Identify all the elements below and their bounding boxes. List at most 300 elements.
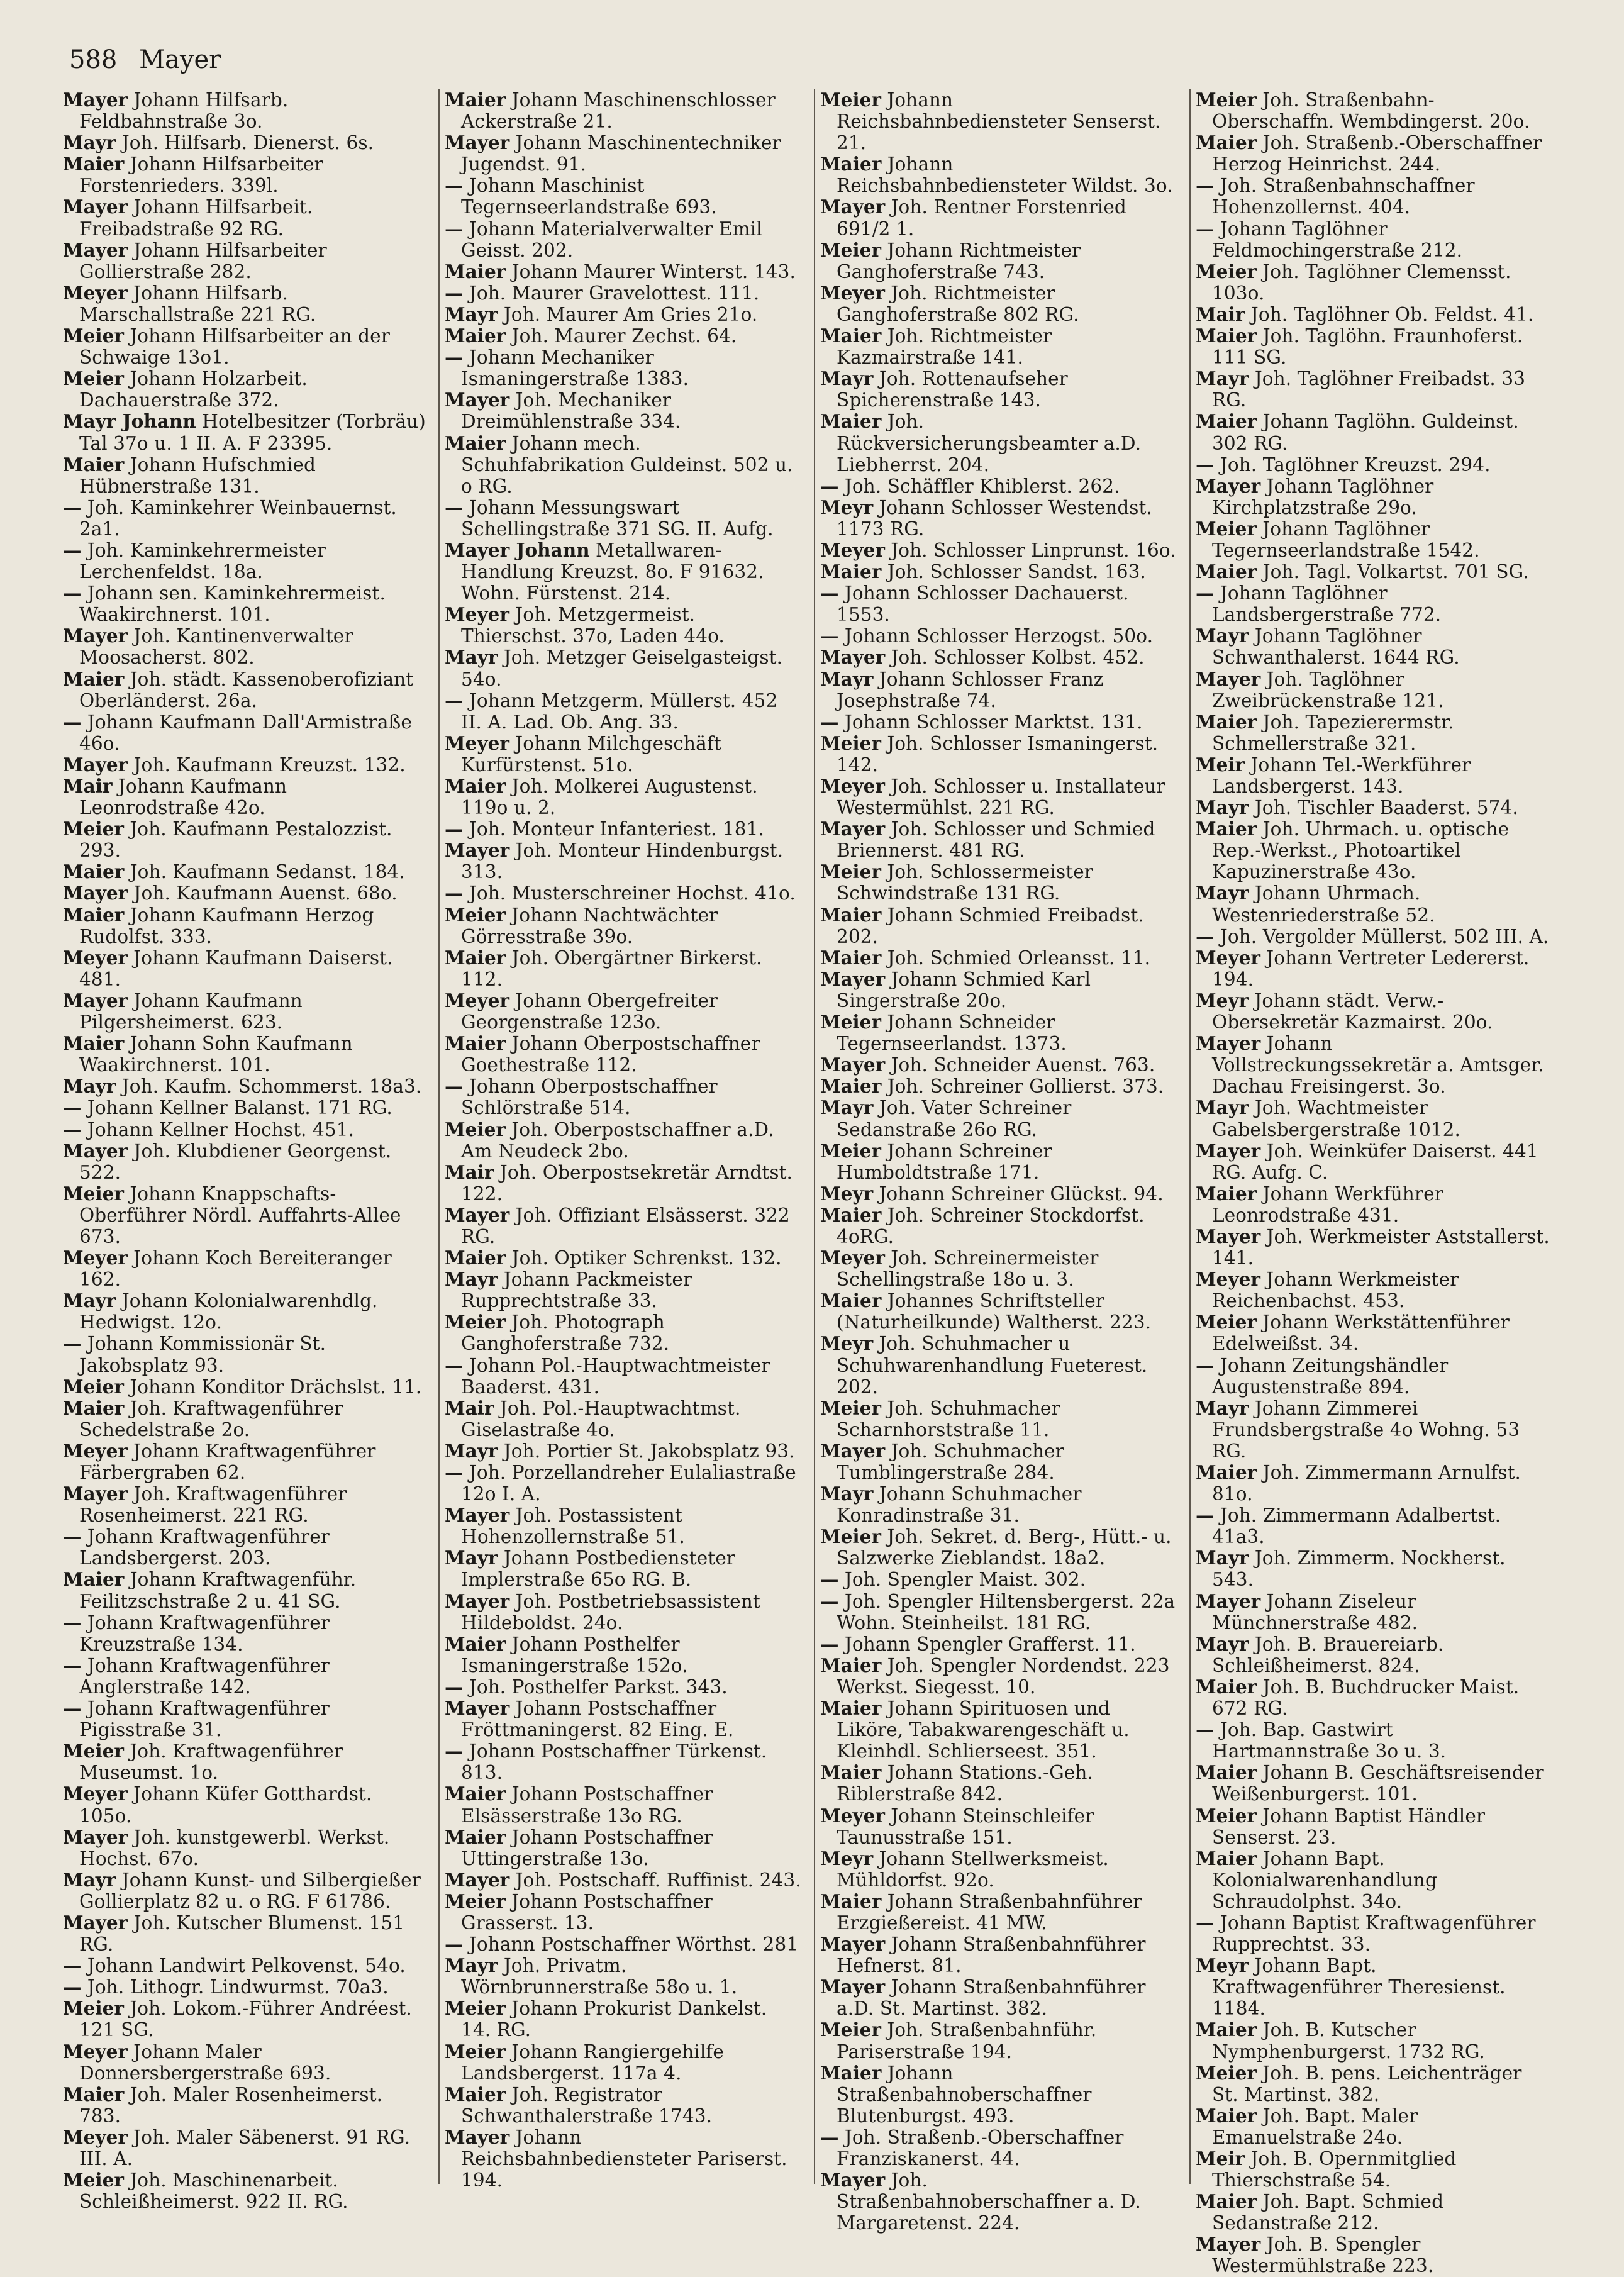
directory-entry <box>820 1333 1177 1397</box>
entry-surname: Meyer <box>445 603 509 626</box>
directory-entry <box>63 776 426 818</box>
entry-details: Johann Kellner Hochst. 451. <box>87 1118 355 1140</box>
directory-entry <box>1196 1719 1552 1762</box>
directory-entry <box>1196 518 1552 561</box>
directory-entry <box>63 89 426 132</box>
directory-entry <box>1196 1848 1552 1912</box>
directory-entry <box>445 647 801 689</box>
entry-surname: — <box>445 689 464 711</box>
entry-surname: Maier <box>1196 1847 1257 1869</box>
entry-surname: — <box>820 625 839 647</box>
directory-entry <box>445 882 801 904</box>
entry-details: Johann städt. Verw.-Obersekretär Kazmairst. 20o. <box>1212 989 1493 1033</box>
entry-details: Johann Spirituosen und Liköre, Tabakwarengeschäft u. Kleinhdl. Schlierseest. 351. <box>837 1698 1130 1762</box>
entry-details: Johann Postschaffner Fröttmaningerst. 82 Eing. E. <box>461 1698 734 1741</box>
entry-details: Johann Kraftwagenführer Pigisstraße 31. <box>79 1698 330 1741</box>
directory-entry <box>820 1634 1177 1655</box>
entry-surname: Meier <box>63 367 124 390</box>
directory-entry <box>445 990 801 1033</box>
entry-surname: Mayer <box>820 967 886 990</box>
directory-entry <box>445 1891 801 1934</box>
entry-details: Johann Kellner Balanst. 171 RG. <box>87 1097 392 1119</box>
entry-surname: Meier <box>445 1311 506 1333</box>
directory-entry <box>63 497 426 540</box>
entry-surname: Meyer <box>63 281 128 304</box>
entry-surname: Maier <box>1196 131 1257 154</box>
entry-surname: Mayer <box>63 196 128 218</box>
entry-surname: Mayer <box>820 1976 886 1998</box>
entry-surname: — <box>63 1954 82 1977</box>
directory-entry <box>1196 1805 1552 1848</box>
directory-entry <box>1196 2234 1552 2276</box>
directory-entry <box>445 1827 801 1869</box>
directory-entry <box>1196 1955 1552 2019</box>
entry-surname: — <box>445 1675 464 1698</box>
entry-surname: — <box>820 1632 839 1655</box>
entry-surname: Maier <box>820 153 882 175</box>
entry-surname: Mayer <box>820 1054 886 1076</box>
directory-entry <box>445 776 801 818</box>
entry-surname: Mayr <box>1196 367 1249 390</box>
entry-surname: Meir <box>1196 753 1245 776</box>
entry-surname: Meier <box>1196 517 1257 540</box>
entry-details: Johann Kaufmann Pilgersheimerst. 623. <box>79 989 303 1033</box>
entry-details: Johann Landwirt Pelkovenst. 54o. <box>87 1955 406 1977</box>
directory-entry <box>63 1119 426 1140</box>
entry-details: Johann Werkführer Leonrodstraße 431. <box>1212 1183 1443 1226</box>
entry-details: Joh. Postschaff. Ruffinist. 243. <box>515 1869 801 1891</box>
directory-entry <box>445 690 801 733</box>
directory-entry <box>63 1698 426 1740</box>
directory-entry <box>1196 1269 1552 1311</box>
directory-entry <box>820 368 1177 411</box>
entry-details: Joh. Klubdiener Georgenst. 522. <box>79 1140 392 1183</box>
entry-surname: Mayer <box>1196 1139 1261 1162</box>
entry-surname: Maier <box>1196 325 1257 347</box>
entry-surname: Meyr <box>820 496 874 518</box>
entry-surname: Meyer <box>1196 1268 1260 1291</box>
directory-entry <box>63 1655 426 1698</box>
directory-entry <box>1196 2019 1552 2062</box>
directory-entry <box>63 454 426 497</box>
entry-surname: Mayr <box>63 1868 116 1891</box>
directory-entry <box>445 89 801 132</box>
directory-entry <box>63 1290 426 1333</box>
directory-entry <box>63 2041 426 2084</box>
entry-details: Joh. Photograph Ganghoferstraße 732. <box>461 1311 670 1355</box>
directory-entry <box>445 540 801 604</box>
entry-surname: Mayr <box>63 1075 116 1098</box>
entry-surname: Maier <box>445 775 506 797</box>
directory-entry <box>820 1183 1177 1205</box>
entry-details: Joh. Schuhmacher Tumblingerstraße 284. <box>837 1440 1064 1483</box>
entry-surname: Meyr <box>1196 989 1249 1011</box>
entry-details: Johann Schneider Tegernseerlandst. 1373. <box>837 1011 1067 1055</box>
entry-details: Joh. Kaufmann Sedanst. 184. <box>130 861 405 883</box>
entry-surname: Mayer <box>63 1911 128 1934</box>
entry-details: Joh. Taglöhner Ob. Feldst. 41. <box>1250 303 1534 325</box>
entry-surname: Maier <box>445 1632 506 1655</box>
entry-surname: Maier <box>63 667 125 690</box>
directory-entry <box>820 905 1177 947</box>
entry-details: Joh. Vergolder Müllerst. 502 III. A. <box>1220 925 1549 947</box>
directory-entry <box>63 1097 426 1118</box>
entry-details: Joh. B. Brauereiarb. Schleißheimerst. 824. <box>1212 1633 1444 1676</box>
entry-surname: — <box>445 496 464 518</box>
directory-entry <box>1196 454 1552 476</box>
directory-entry <box>63 1526 426 1569</box>
entry-details: Johann Bapt. Kolonialwarenhandlung Schraudolphst. 34o. <box>1212 1847 1437 1912</box>
entry-surname: Meier <box>63 325 124 347</box>
entry-details: Joh. Maurer Zechst. 64. <box>511 325 737 347</box>
entry-surname: Maier <box>820 1289 882 1312</box>
directory-entry <box>63 2127 426 2169</box>
directory-entry <box>820 2169 1177 2234</box>
entry-details: Johann Zeitungshändler Augustenstraße 894. <box>1212 1354 1449 1398</box>
entry-surname: Meyer <box>820 281 885 304</box>
directory-entry <box>1196 669 1552 711</box>
entry-details: Johann Vertreter Ledererst. 194. <box>1212 947 1530 990</box>
entry-details: Joh. Schlosser Ismaningerst. 142. <box>837 732 1159 776</box>
entry-details: Joh. Privatm. Wörnbrunnerstraße 58o u. 1. <box>461 1955 738 1998</box>
entry-surname: Meyer <box>63 1439 128 1462</box>
directory-entry <box>820 969 1177 1011</box>
entry-surname: Maier <box>63 453 125 476</box>
entry-details: Johann Packmeister Rupprechtstraße 33. <box>461 1269 692 1312</box>
entry-surname: — <box>820 582 839 604</box>
entry-surname: — <box>445 1075 464 1098</box>
directory-entry <box>1196 754 1552 797</box>
entry-surname: Maier <box>820 903 882 926</box>
directory-entry <box>1196 1140 1552 1183</box>
entry-details: Joh. Optiker Schrenkst. 132. <box>511 1247 782 1269</box>
directory-entry <box>1196 132 1552 175</box>
directory-entry <box>1196 1355 1552 1398</box>
entry-details: Joh. Spengler Maist. 302. <box>844 1569 1086 1591</box>
directory-entry <box>63 1440 426 1483</box>
entry-details: Johann Koch Bereiteranger 162. <box>79 1247 392 1291</box>
entry-surname: Meier <box>445 903 506 926</box>
directory-entry <box>445 1311 801 1354</box>
directory-entry <box>820 818 1177 861</box>
entry-details: Joh. Kaminkehrermeister Lerchenfeldst. 18a. <box>79 539 326 583</box>
entry-surname: Mayer <box>820 818 886 840</box>
directory-entry <box>63 990 426 1033</box>
directory-entry <box>63 1033 426 1076</box>
entry-details: Joh. Straßenbahnoberschaffner a. D. Margaretenst. 224. <box>837 2169 1141 2234</box>
entry-details: Joh. Hilfsarb. Dienerst. 6s. <box>121 132 374 154</box>
entry-surname: Mayr <box>820 1096 874 1119</box>
directory-entry <box>820 561 1177 582</box>
entry-surname: Maier <box>820 1203 882 1226</box>
directory-entry <box>1196 2105 1552 2148</box>
entry-details: Joh. Schuhmacher Scharnhorststraße 11. <box>837 1397 1060 1440</box>
entry-details: Johann Schlosser Franz Josephstraße 74. <box>837 668 1104 711</box>
entry-surname: Meyer <box>63 946 128 969</box>
directory-entry <box>1196 304 1552 325</box>
entry-details: Johann Schuhmacher Konradinstraße 31. <box>837 1483 1082 1527</box>
column-3 <box>814 89 1189 2234</box>
entry-details: Johann Postschaffner Wörthst. 281 <box>469 1934 799 1956</box>
directory-entry <box>820 669 1177 711</box>
entry-details: Joh. Taglöhner Zweibrückenstraße 121. <box>1212 668 1444 711</box>
entry-surname: Mayr <box>1196 882 1249 905</box>
directory-entry <box>820 196 1177 239</box>
directory-entry <box>63 754 426 776</box>
entry-details: Joh. Metzger Geiselgasteigst. 54o. <box>461 647 783 690</box>
entry-surname: Mayer <box>445 839 510 862</box>
entry-surname: — <box>63 538 82 561</box>
directory-entry <box>445 1591 801 1634</box>
entry-details: Johann Schlosser Herzogst. 50o. <box>844 625 1154 647</box>
entry-details: Johann Schlosser Westendst. 1173 RG. <box>837 496 1152 540</box>
entry-details: Joh. Lithogr. Lindwurmst. 70a3. <box>87 1976 389 1998</box>
entry-details: Johann Hilfsarb. Feldbahnstraße 3o. <box>79 89 289 133</box>
directory-entry <box>445 905 801 947</box>
entry-details: Johann Schreiner Glückst. 94. <box>879 1183 1164 1205</box>
directory-entry <box>820 476 1177 497</box>
entry-details: Joh. Vater Schreiner Sedanstraße 26o RG. <box>837 1097 1072 1140</box>
directory-entry <box>1196 1033 1552 1097</box>
entry-surname: Mayer <box>445 1203 510 1226</box>
directory-entry <box>1196 325 1552 368</box>
entry-surname: Mayer <box>820 1933 886 1956</box>
entry-surname: Meyr <box>1196 1954 1249 1977</box>
entry-details: Joh. Pol.-Hauptwachtmst. Giselastraße 4o. <box>461 1397 741 1440</box>
entry-details: Johann Küfer Gotthardst. 105o. <box>79 1783 372 1827</box>
directory-entry <box>445 389 801 432</box>
entry-surname: Meier <box>1196 260 1257 282</box>
directory-entry <box>1196 261 1552 304</box>
directory-entry <box>63 1976 426 1998</box>
directory-entry <box>820 1569 1177 1590</box>
directory-entry <box>820 1591 1177 1634</box>
directory-entry <box>820 1762 1177 1805</box>
entry-surname: Mayer <box>63 238 128 261</box>
entry-surname: Mayer <box>63 1139 128 1162</box>
entry-surname: Maier <box>1196 710 1257 733</box>
entry-details: Joh. Schreiner Gollierst. 373. <box>887 1076 1164 1098</box>
directory-entry <box>445 818 801 840</box>
entry-surname: Meier <box>820 1011 881 1033</box>
directory-entry <box>1196 1226 1552 1269</box>
entry-surname: Meier <box>820 732 881 754</box>
directory-entry <box>63 1376 426 1398</box>
entry-surname: Meier <box>63 2169 124 2191</box>
directory-entry <box>820 1097 1177 1140</box>
directory-entry <box>1196 1634 1552 1676</box>
entry-details: Johann Taglöhner Tegernseerlandstraße 1542. <box>1212 518 1480 561</box>
entry-details: Johann Werkstättenführer Edelweißst. 34. <box>1212 1311 1510 1355</box>
entry-surname: Mayer <box>1196 1032 1261 1055</box>
entry-details: Joh. Richtmeister Ganghoferstraße 802 RG. <box>837 282 1079 325</box>
entry-details: Joh. Spengler Hiltensbergerst. 22a Wohn. Steinheilst. 181 RG. <box>837 1590 1176 1634</box>
entry-details: Joh. Kraftwagenführer Rosenheimerst. 221 RG. <box>79 1483 347 1527</box>
entry-details: Joh. Taglöhn. Fraunhoferst. 111 SG. <box>1212 325 1523 369</box>
entry-details: Joh. Schlossermeister Schwindstraße 131 RG. <box>837 861 1093 905</box>
entry-details: Johann Maschinentechniker Jugendst. 91. <box>461 132 781 175</box>
entry-details: Joh. B. Kutscher Nymphenburgerst. 1732 RG. <box>1212 2019 1486 2063</box>
entry-details: Johann Hilfsarbeiter Forstenrieders. 339l. <box>79 153 323 197</box>
entry-details: Johann Mechaniker Ismaningerstraße 1383. <box>461 347 689 390</box>
directory-entry <box>1196 882 1552 925</box>
entry-details: Johann Kraftwagenführer Landsbergerst. 203. <box>79 1526 330 1569</box>
entry-surname: Mayr <box>445 1954 498 1977</box>
directory-entry <box>445 1205 801 1247</box>
entry-surname: Meier <box>820 1396 881 1419</box>
entry-surname: — <box>1196 174 1215 197</box>
directory-entry <box>820 325 1177 368</box>
entry-surname: — <box>63 1096 82 1119</box>
entry-surname: — <box>63 1654 82 1676</box>
directory-entry <box>820 647 1177 668</box>
directory-entry <box>820 1011 1177 1054</box>
entry-surname: Mayer <box>1196 1589 1261 1612</box>
entry-details: Johann Kunst- und Silbergießer Gollierplatz 82 u. o RG. F 61786. <box>79 1869 421 1912</box>
entry-details: Johann Spengler Grafferst. 11. <box>844 1633 1136 1655</box>
directory-entry <box>63 1076 426 1097</box>
page-number: 588 <box>69 45 118 74</box>
entry-details: Joh. Schreiner Stockdorfst. 4oRG. <box>837 1204 1145 1247</box>
directory-entry <box>820 625 1177 647</box>
entry-details: Johann Kolonialwarenhdlg. Hedwigst. 12o. <box>79 1290 378 1333</box>
directory-entry <box>820 2063 1177 2127</box>
entry-surname: Maier <box>1196 1461 1257 1483</box>
entry-details: Joh. Sekret. d. Berg-, Hütt.- u. Salzwerke Zieblandst. 18a2. <box>837 1526 1172 1569</box>
entry-details: Joh. Porzellandreher Eulaliastraße 12o I. A. <box>461 1462 796 1505</box>
entry-surname: Mayer <box>63 1825 128 1848</box>
entry-surname: Meier <box>820 238 881 261</box>
entry-surname: Mayer <box>63 625 128 647</box>
directory-entry <box>445 347 801 389</box>
entry-details: Johann Uhrmach. Westenriederstraße 52. <box>1212 882 1435 926</box>
entry-surname: Maier <box>63 903 125 926</box>
entry-details: Joh. Offiziant Elsässerst. 322 RG. <box>461 1204 790 1247</box>
directory-entry <box>63 1912 426 1955</box>
entry-surname: — <box>1196 1911 1215 1934</box>
directory-entry <box>445 1955 801 1998</box>
directory-entry <box>820 89 1177 153</box>
entry-surname: Meier <box>445 1890 506 1912</box>
entry-surname: Meyer <box>63 2040 128 2063</box>
entry-details: Johann Reichsbahnbediensteter Wildst. 3o. <box>837 153 1173 197</box>
entry-details: Johann Werkmeister Reichenbachst. 453. <box>1212 1269 1459 1312</box>
directory-entry <box>63 540 426 582</box>
entry-details: Johann Posthelfer Ismaningerstraße 152o. <box>461 1633 688 1676</box>
entry-details: Joh. Monteur Infanteriest. 181. <box>469 818 764 840</box>
entry-surname: Mayr Johann <box>63 410 196 433</box>
directory-entry <box>820 2127 1177 2169</box>
entry-details: Johann Hilfsarbeiter an der Schwaige 13o1. <box>79 325 390 369</box>
entry-surname: Meier <box>820 860 881 883</box>
entry-surname: — <box>1196 1354 1215 1376</box>
directory-entry <box>820 540 1177 561</box>
entry-details: Joh. Oberpostsekretär Arndtst. 122. <box>461 1161 793 1205</box>
entry-details: Johann Richtmeister Ganghoferstraße 743. <box>837 239 1081 282</box>
entry-surname: Mayer <box>820 1439 886 1462</box>
entry-details: Johann Vollstreckungssekretär a. Amtsger. Dachau Freisingerst. 3o. <box>1212 1033 1544 1098</box>
entry-surname: Mayer <box>445 1504 510 1527</box>
entry-details: Joh. Metzgermeist. Thierschst. 37o, Laden 44o. <box>461 604 725 647</box>
entry-details: Johann Maschinenschlosser Ackerstraße 21. <box>461 89 776 133</box>
entry-surname: Maier <box>820 1890 882 1912</box>
entry-surname: Mayer <box>445 1589 510 1612</box>
entry-surname: Meier <box>445 1997 506 2020</box>
directory-entry <box>63 1955 426 1976</box>
entry-details: Joh. Schreinermeister Schellingstraße 18o u. 3. <box>837 1247 1099 1291</box>
entry-details: Joh. Schlosser und Schmied Briennerst. 481 RG. <box>837 818 1155 862</box>
directory-entry <box>63 325 426 368</box>
directory-entry <box>1196 1462 1552 1505</box>
entry-surname: Maier <box>63 1568 125 1591</box>
entry-surname: Maier <box>1196 410 1257 433</box>
directory-entry <box>63 196 426 239</box>
entry-details: Johann Schmied Freibadst. 202. <box>837 904 1144 947</box>
entry-details: Johann Postschaffner Uttingerstraße 13o. <box>461 1826 713 1869</box>
entry-details: Johann Taglöhner Landsbergerstraße 772. <box>1212 582 1442 626</box>
entry-surname: — <box>820 474 839 497</box>
entry-surname: Maier <box>820 1697 882 1720</box>
column-2 <box>438 89 814 2191</box>
entry-details: Johann Straßenbahnführer Erzgießereist. 41 MW. <box>837 1890 1142 1934</box>
entry-details: Johann Stations.-Geh. Riblerstraße 842. <box>837 1762 1093 1805</box>
entry-details: Joh. Uhrmach. u. optische Rep.-Werkst., Photoartikel Kapuzinerstraße 43o. <box>1212 818 1510 883</box>
entry-details: Johann Straßenbahnoberschaffner Blutenburgst. 493. <box>837 2062 1092 2127</box>
entry-surname: Meyr <box>820 1332 874 1355</box>
entry-details: Johann Materialverwalter Emil Geisst. 202. <box>461 218 762 261</box>
entry-details: Joh. Kaufmann Auenst. 68o. <box>133 882 398 905</box>
directory-entry <box>445 1033 801 1076</box>
entry-details: Johann Taglöhner Kirchplatzstraße 29o. <box>1212 475 1434 518</box>
entry-surname: Meier <box>63 1182 124 1205</box>
directory-entry <box>445 1162 801 1205</box>
entry-details: Hotelbesitzer (Torbräu) Tal 37o u. 1 II. A. F 23395. <box>79 411 426 454</box>
entry-surname: Maier <box>1196 1761 1257 1784</box>
entry-surname: Meyer <box>820 775 885 797</box>
entry-surname: Meyer <box>820 1804 885 1827</box>
entry-details: Joh. Obergärtner Birkerst. 112. <box>461 947 762 990</box>
entry-surname: Maier <box>445 1247 506 1269</box>
entry-details: Johann Taglöhner Schwanthalerst. 1644 RG. <box>1212 625 1460 669</box>
entry-surname: Meyer <box>445 732 509 754</box>
entry-details: Johann Kraftwagenführ. Feilitzschstraße 2 u. 41 SG. <box>79 1569 357 1612</box>
directory-entry <box>1196 1591 1552 1634</box>
entry-details: Johann Reichsbahnbediensteter Senserst. 21. <box>837 89 1161 154</box>
entry-surname: Maier <box>1196 818 1257 840</box>
directory-entry <box>63 818 426 861</box>
directory-entry <box>445 1269 801 1311</box>
directory-entry <box>445 1076 801 1118</box>
entry-details: Joh. Schneider Auenst. 763. <box>891 1054 1155 1076</box>
entry-details: Johann Schreiner Humboldtstraße 171. <box>837 1140 1052 1183</box>
entry-details: Johann Kaufmann Daiserst. 481. <box>79 947 393 990</box>
entry-surname: Mayr <box>63 1289 116 1312</box>
entry-surname: Meyer <box>820 538 885 561</box>
entry-details: Johann Straßenbahnführer Hefnerst. 81. <box>837 1934 1146 1977</box>
entry-surname: Maier <box>445 325 506 347</box>
entry-surname: Mayer Johann <box>445 538 590 561</box>
entry-details: Joh. Portier St. Jakobsplatz 93. <box>503 1440 795 1462</box>
entry-surname: — <box>445 174 464 197</box>
entry-details: Joh. Werkmeister Aststallerst. 141. <box>1212 1225 1550 1269</box>
entry-surname: Meir <box>1196 2147 1245 2169</box>
entry-details: Johann mech. Schuhfabrikation Guldeinst. 502 u. o RG. <box>461 432 793 497</box>
entry-surname: Maier <box>1196 2190 1257 2213</box>
entry-surname: — <box>63 496 82 518</box>
directory-entry <box>820 1934 1177 1976</box>
entry-details: Johann Oberpostschaffner Goethestraße 112. <box>461 1033 760 1076</box>
entry-surname: Maier <box>1196 2018 1257 2041</box>
